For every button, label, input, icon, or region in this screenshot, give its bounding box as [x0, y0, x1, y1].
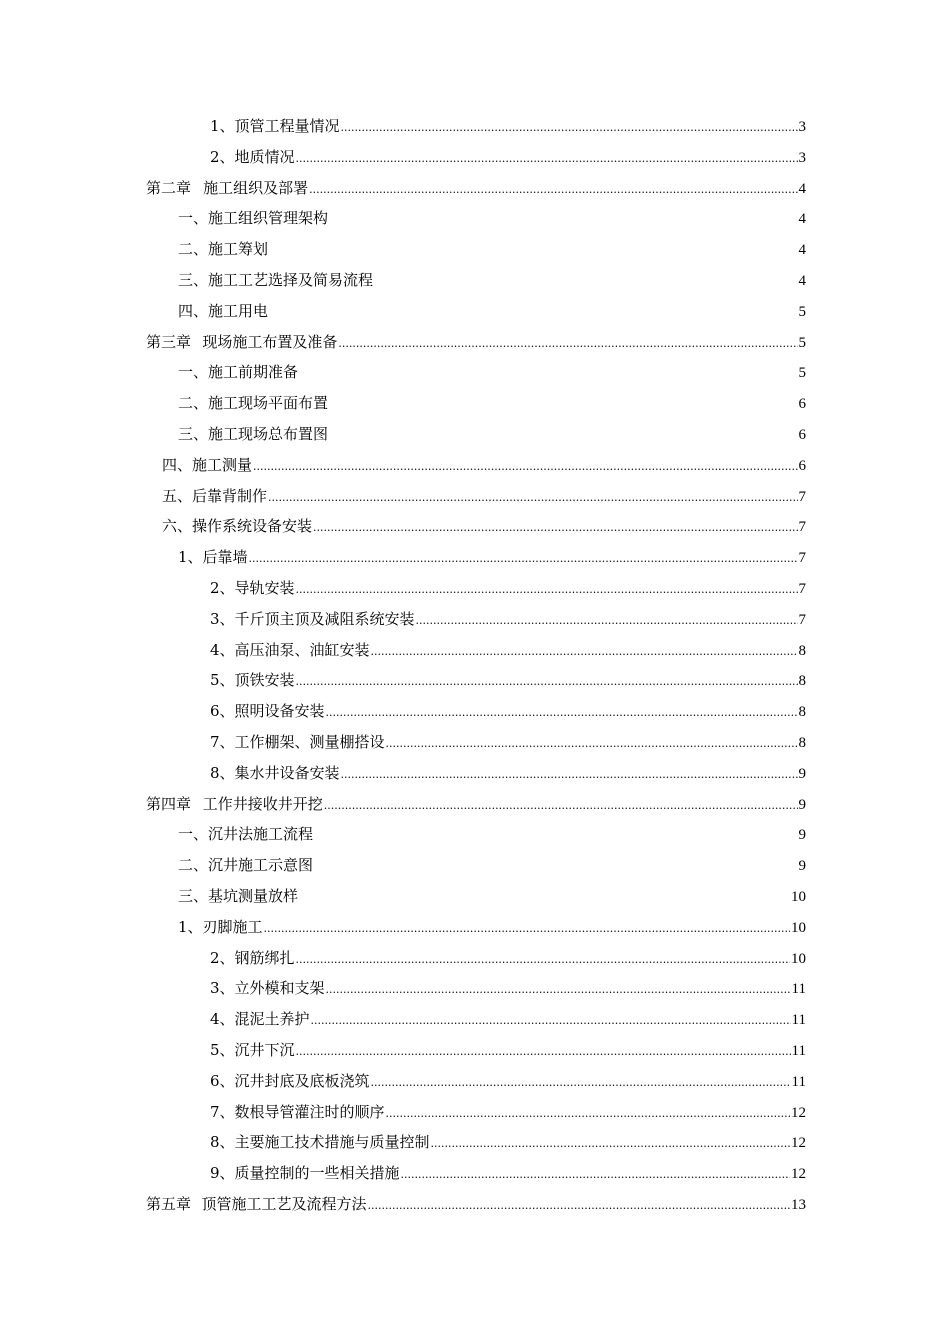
dot-leader: [249, 547, 798, 571]
toc-entry-label: 1、刃脚施工: [178, 917, 263, 936]
toc-page-number: 13: [791, 1197, 806, 1213]
toc-entry-label: 4、混泥土养护: [210, 1010, 310, 1029]
toc-entry[interactable]: [178, 545, 806, 569]
toc-entry-label: 三、施工工艺选择及简易流程: [178, 271, 374, 289]
toc-entry-label: 8、主要施工技术措施与质量控制: [210, 1133, 430, 1152]
toc-entry-label: 3、千斤顶主顶及减阻系统安装: [210, 609, 415, 628]
toc-entry[interactable]: [210, 607, 806, 631]
toc-entry-label: 5、顶铁安装: [210, 671, 295, 690]
toc-page-number: 12: [791, 1104, 806, 1121]
toc-entry[interactable]: [162, 484, 806, 508]
toc-entry[interactable]: [210, 1130, 806, 1154]
toc-entry[interactable]: [210, 1161, 806, 1185]
toc-entry[interactable]: [178, 822, 806, 846]
toc-page-number: 12: [791, 1166, 806, 1183]
toc-entry[interactable]: [162, 514, 806, 538]
dot-leader: [311, 1009, 791, 1033]
toc-entry-label: 一、施工组织管理架构: [178, 209, 329, 228]
toc-entry-label: 2、地质情况: [210, 147, 295, 166]
toc-entry[interactable]: [178, 237, 806, 261]
toc-page-number: 8: [798, 673, 806, 690]
toc-entry[interactable]: [178, 884, 806, 908]
toc-entry[interactable]: [210, 114, 806, 138]
toc-entry-label: 9、质量控制的一些相关措施: [210, 1164, 400, 1183]
toc-entry-label: 1、顶管工程量情况: [210, 117, 340, 135]
toc-page-number: 9: [798, 827, 806, 844]
toc-page-number: 6: [798, 427, 806, 443]
toc-entry[interactable]: [178, 915, 806, 939]
toc-page-number: 3: [798, 119, 806, 135]
toc-page-number: 8: [798, 704, 806, 721]
toc-entry-label: 二、施工现场平面布置: [178, 394, 329, 413]
toc-entry-label: 一、施工前期准备: [178, 363, 299, 382]
toc-entry-label: 一、沉井法施工流程: [178, 825, 314, 844]
toc-entry-label: 2、钢筋绑扎: [210, 948, 295, 967]
toc-entry-label: 8、集水井设备安装: [210, 763, 340, 782]
toc-page-number: 7: [798, 550, 806, 567]
toc-entry[interactable]: [210, 638, 806, 662]
toc-page-number: 9: [798, 796, 806, 813]
dot-leader: [296, 1040, 791, 1064]
toc-entry[interactable]: [146, 330, 806, 354]
toc-entry[interactable]: [146, 792, 806, 816]
toc-entry[interactable]: [146, 176, 806, 200]
toc-page-number: 10: [791, 889, 806, 905]
toc-entry-label: 第五章: [146, 1195, 192, 1213]
toc-chapter-title: 顶管施工工艺及流程方法: [201, 1195, 367, 1213]
toc-entry-label: 第三章: [146, 332, 192, 351]
dot-leader: [253, 455, 797, 479]
toc-entry-label: 五、后靠背制作: [162, 486, 268, 505]
toc-entry[interactable]: [210, 145, 806, 169]
toc-entry-label: 二、施工筹划: [178, 240, 269, 259]
toc-page-number: 7: [798, 519, 806, 536]
toc-entry-label: 2、导轨安装: [210, 579, 295, 597]
toc-entry-label: 四、施工用电: [178, 301, 269, 320]
toc-page-number: 11: [791, 981, 806, 998]
dot-leader: [324, 794, 798, 818]
toc-entry-label: 7、数根导管灌注时的顺序: [210, 1102, 385, 1121]
dot-leader: [313, 516, 797, 540]
toc-entry-label: 三、基坑测量放样: [178, 887, 299, 905]
toc-page-number: 9: [798, 858, 806, 875]
toc-page-number: 11: [791, 1073, 806, 1090]
dot-leader: [309, 178, 797, 202]
dot-leader: [338, 332, 797, 356]
dot-leader: [386, 732, 798, 756]
dot-leader: [371, 640, 798, 664]
toc-entry[interactable]: [210, 576, 806, 600]
toc-entry[interactable]: [178, 853, 806, 877]
toc-entry[interactable]: [210, 761, 806, 785]
toc-page-number: 11: [791, 1043, 806, 1059]
toc-entry[interactable]: [210, 1069, 806, 1093]
toc-page-number: 6: [798, 457, 806, 474]
dot-leader: [386, 1102, 790, 1126]
toc-page-number: 7: [798, 581, 806, 597]
toc-entry[interactable]: [178, 206, 806, 230]
dot-leader: [296, 578, 798, 602]
toc-page-number: 5: [798, 365, 806, 382]
dot-leader: [296, 948, 790, 972]
dot-leader: [268, 486, 797, 510]
toc-entry[interactable]: [210, 668, 806, 692]
toc-chapter-title: 工作井接收井开挖: [202, 794, 323, 813]
dot-leader: [368, 1194, 790, 1218]
toc-entry-label: 6、照明设备安装: [210, 702, 325, 721]
toc-entry-label: 二、沉井施工示意图: [178, 856, 314, 875]
dot-leader: [416, 609, 798, 633]
toc-chapter-title: 施工组织及部署: [203, 178, 309, 197]
toc-page-number: 4: [798, 180, 806, 197]
toc-page-number: 4: [798, 211, 806, 228]
toc-entry-label: 7、工作棚架、测量棚搭设: [210, 733, 385, 751]
toc-entry-label: 三、施工现场总布置图: [178, 425, 329, 443]
toc-entry-label: 四、施工测量: [162, 455, 253, 474]
dot-leader: [431, 1132, 790, 1156]
toc-entry-label: 第四章: [146, 794, 192, 813]
toc-entry-label: 4、高压油泵、油缸安装: [210, 640, 370, 659]
dot-leader: [371, 1071, 791, 1095]
toc-page-number: 6: [798, 396, 806, 413]
toc-entry[interactable]: [210, 1007, 806, 1031]
toc-page-number: 4: [798, 242, 806, 259]
toc-page-number: 8: [798, 735, 806, 751]
toc-entry-label: 5、沉井下沉: [210, 1041, 295, 1059]
dot-leader: [296, 147, 798, 171]
toc-entry[interactable]: [210, 699, 806, 723]
toc-entry[interactable]: [210, 730, 806, 754]
toc-entry-label: 六、操作系统设备安装: [162, 517, 313, 536]
toc-page-number: 8: [798, 642, 806, 659]
toc-entry[interactable]: [178, 422, 806, 446]
dot-leader: [341, 763, 798, 787]
toc-entry[interactable]: [146, 1192, 806, 1216]
toc-entry-label: 3、立外模和支架: [210, 979, 325, 998]
toc-page-number: 10: [791, 950, 806, 967]
toc-chapter-title: 现场施工布置及准备: [202, 332, 338, 351]
toc-entry[interactable]: [210, 946, 806, 970]
toc-entry[interactable]: [178, 268, 806, 292]
toc-entry[interactable]: [178, 360, 806, 384]
toc-page-number: 4: [798, 273, 806, 289]
toc-entry-label: 1、后靠墙: [178, 548, 248, 567]
toc-entry-label: 6、沉井封底及底板浇筑: [210, 1071, 370, 1090]
toc-page-number: 11: [791, 1012, 806, 1029]
toc-entry[interactable]: [178, 391, 806, 415]
dot-leader: [296, 670, 798, 694]
toc-page-number: 12: [791, 1135, 806, 1152]
toc-entry[interactable]: [210, 976, 806, 1000]
toc-entry[interactable]: [210, 1100, 806, 1124]
toc-page-number: 7: [798, 488, 806, 505]
toc-entry[interactable]: [178, 299, 806, 323]
toc-entry-label: 第二章: [146, 178, 192, 197]
toc-entry[interactable]: [162, 453, 806, 477]
dot-leader: [264, 917, 790, 941]
toc-page-number: 9: [798, 765, 806, 782]
toc-page-number: 7: [798, 611, 806, 628]
dot-leader: [326, 978, 791, 1002]
dot-leader: [341, 116, 798, 140]
dot-leader: [401, 1163, 790, 1187]
toc-page-number: 5: [798, 303, 806, 320]
toc-page-number: 10: [791, 919, 806, 936]
toc-page-number: 3: [798, 149, 806, 166]
toc-entry[interactable]: [210, 1038, 806, 1062]
toc-page-number: 5: [798, 334, 806, 351]
dot-leader: [326, 701, 798, 725]
